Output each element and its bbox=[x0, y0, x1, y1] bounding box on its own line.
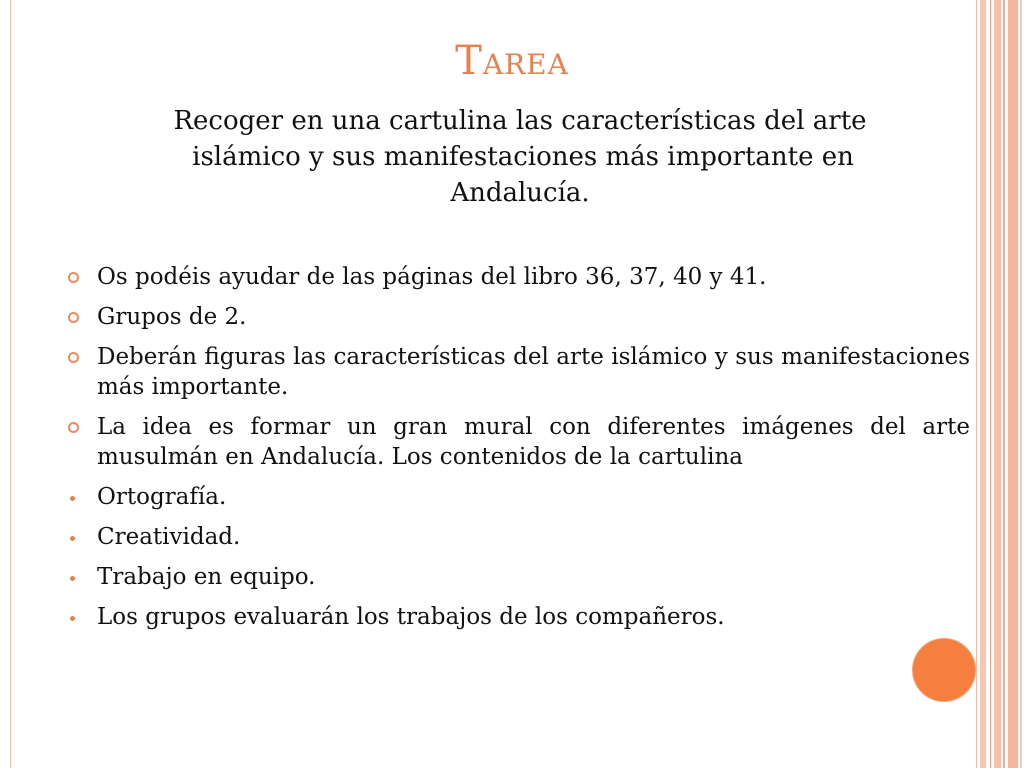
stripe bbox=[994, 0, 1001, 768]
ring-bullet-icon bbox=[68, 352, 79, 363]
list-item-text: Los grupos evaluarán los trabajos de los compañeros. bbox=[97, 604, 725, 630]
list-item-text: La idea es formar un gran mural con diferentes imágenes del arte musulmán en Andalucía. Los contenidos de la cartulina bbox=[97, 414, 970, 470]
list-item bbox=[64, 262, 970, 292]
list-item bbox=[64, 482, 970, 512]
intro-line-2: islámico y sus manifestaciones más importante en bbox=[192, 142, 854, 172]
stripe bbox=[990, 0, 991, 768]
intro-line-1: Recoger en una cartulina las características del arte bbox=[173, 106, 867, 136]
list-item bbox=[64, 602, 970, 632]
ring-bullet-icon bbox=[68, 272, 79, 283]
intro-line-3: Andalucía. bbox=[450, 178, 590, 208]
list-item-text: Grupos de 2. bbox=[97, 304, 247, 330]
list-item bbox=[64, 562, 970, 592]
stripe bbox=[980, 0, 986, 768]
stripe bbox=[1008, 0, 1018, 768]
stripe bbox=[976, 0, 977, 768]
intro-paragraph bbox=[100, 103, 940, 211]
stripe bbox=[1020, 0, 1022, 768]
dot-bullet-icon bbox=[70, 616, 75, 621]
ring-bullet-icon bbox=[68, 422, 79, 433]
orange-circle-decoration bbox=[913, 639, 975, 701]
list-item bbox=[64, 412, 970, 472]
list-item-text: Deberán figuras las características del arte islámico y sus manifestaciones más importante. bbox=[97, 344, 970, 400]
ring-bullet-icon bbox=[68, 312, 79, 323]
dot-bullet-icon bbox=[70, 496, 75, 501]
list-item-text: Ortografía. bbox=[97, 484, 227, 510]
list-item-text: Trabajo en equipo. bbox=[97, 564, 316, 590]
list-item bbox=[64, 302, 970, 332]
list-item-text: Creatividad. bbox=[97, 524, 241, 550]
decorative-stripes bbox=[976, 0, 1024, 768]
dot-bullet-icon bbox=[70, 576, 75, 581]
task-list bbox=[64, 262, 970, 642]
list-item bbox=[64, 342, 970, 402]
slide-title: Tarea bbox=[455, 38, 569, 84]
left-border-rule bbox=[10, 0, 11, 768]
list-item bbox=[64, 522, 970, 552]
list-item-text: Os podéis ayudar de las páginas del libro 36, 37, 40 y 41. bbox=[97, 264, 767, 290]
stripe bbox=[1003, 0, 1005, 768]
dot-bullet-icon bbox=[70, 536, 75, 541]
